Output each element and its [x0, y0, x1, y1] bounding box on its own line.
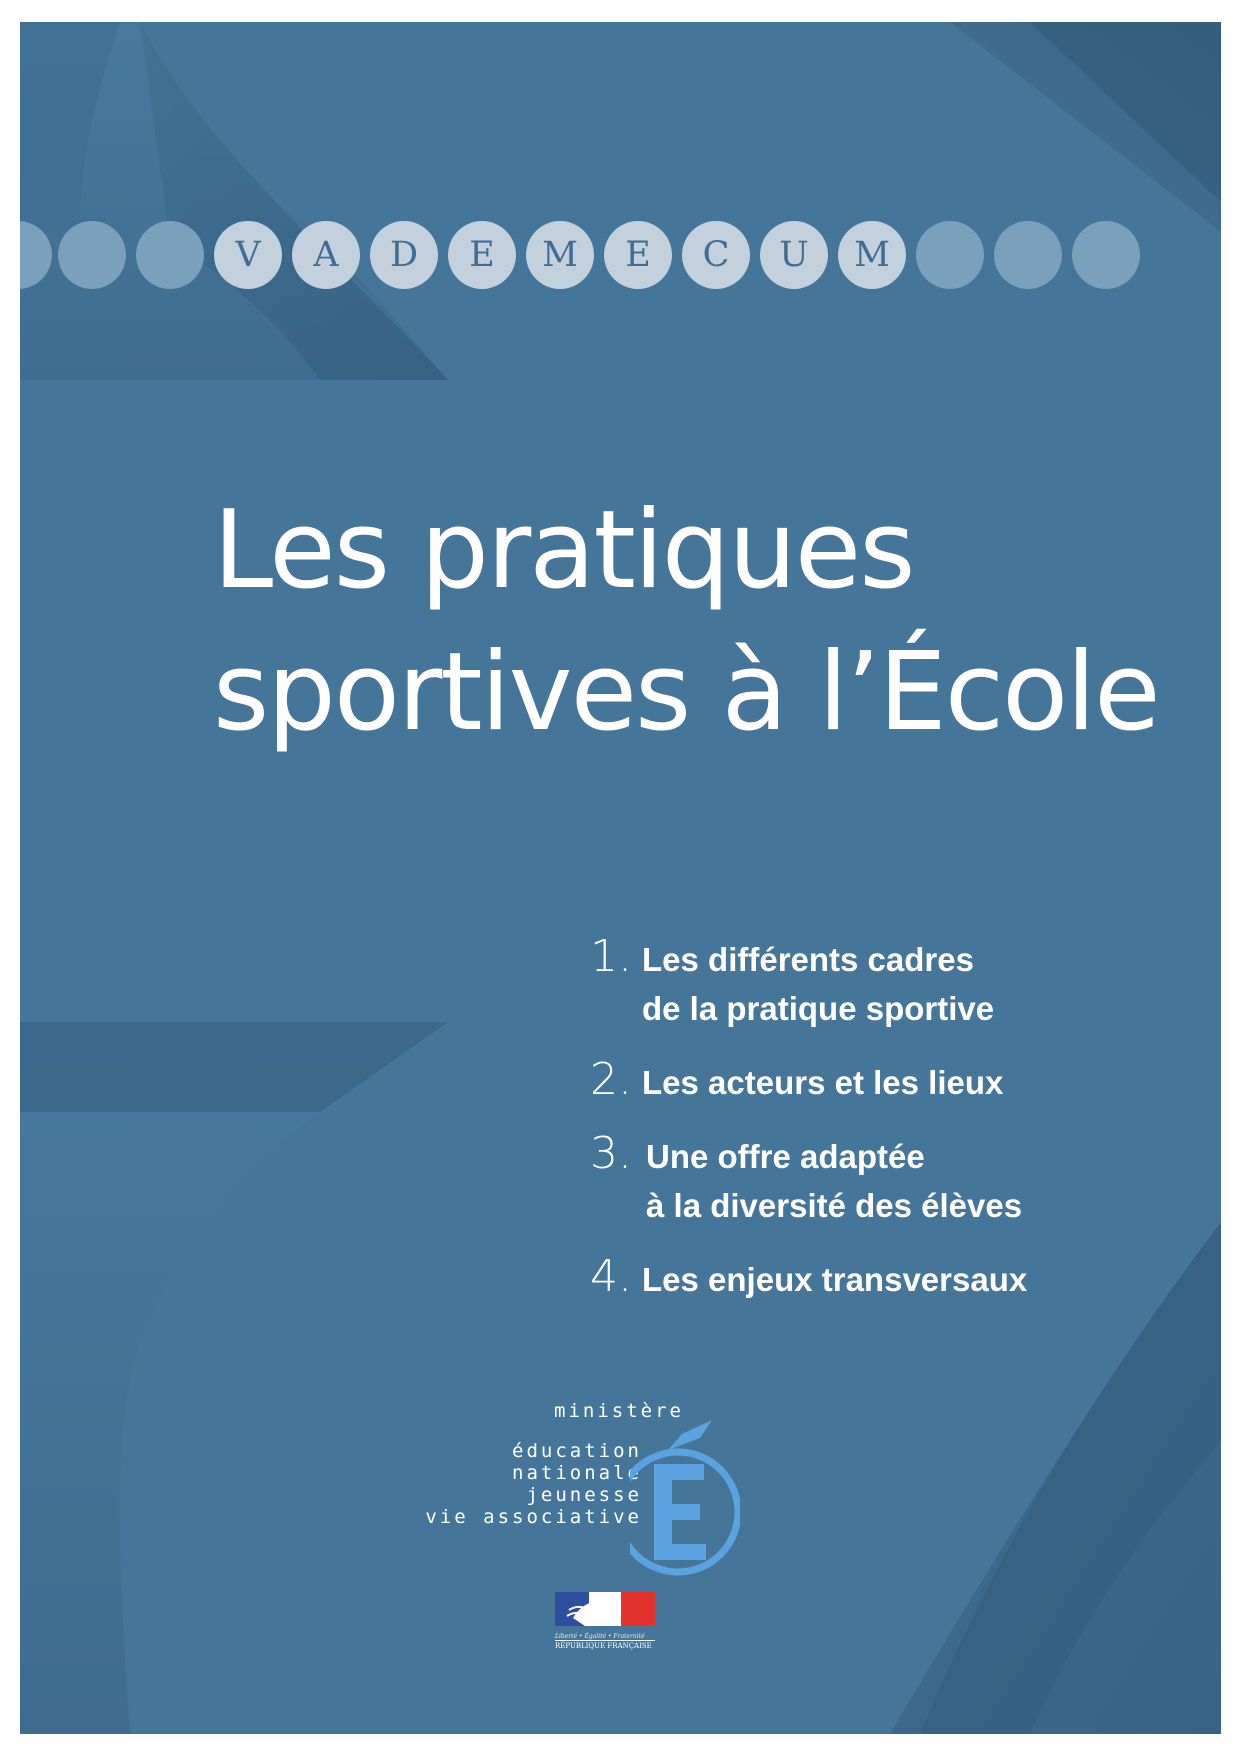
contents-item-number: 3.	[590, 1128, 632, 1179]
contents-item-line: Une offre adaptée	[646, 1138, 925, 1175]
vademecum-letter: U	[760, 221, 828, 289]
vademecum-letter: A	[292, 221, 360, 289]
contents-item-title	[642, 1055, 1003, 1107]
contents-item-line: Les enjeux transversaux	[642, 1261, 1028, 1298]
republic-name: RÉPUBLIQUE FRANÇAISE	[555, 1640, 655, 1650]
ministry-logo	[425, 1400, 770, 1660]
ministry-name-line: nationale	[512, 1462, 642, 1484]
contents-item-line: Les acteurs et les lieux	[642, 1064, 1004, 1101]
vademecum-letter: C	[682, 221, 750, 289]
marianne-flag-icon	[555, 1592, 655, 1626]
contents-item-line: à la diversité des élèves	[646, 1187, 1023, 1224]
title-line: sportives à l’École	[213, 630, 1159, 755]
ministry-name-line: vie associative	[425, 1506, 642, 1528]
vademecum-letter: M	[838, 221, 906, 289]
vademecum-letter: V	[214, 221, 282, 289]
contents-item-line: Les différents cadres	[642, 941, 974, 978]
marianne-icon	[555, 1592, 655, 1650]
contents-item-number: 4.	[590, 1251, 632, 1302]
contents-item-title	[642, 1129, 1022, 1230]
contents-item	[590, 1055, 1150, 1107]
ministry-name-line: éducation	[512, 1440, 642, 1462]
e-acute-circle-icon	[630, 1420, 740, 1590]
contents-item-number: 2.	[590, 1054, 632, 1105]
page-title	[213, 480, 1159, 764]
vademecum-letter: E	[604, 221, 672, 289]
vademecum-letter: M	[526, 221, 594, 289]
contents-item-line: de la pratique sportive	[642, 990, 995, 1027]
title-line: Les pratiques	[213, 488, 914, 613]
vademecum-letter: D	[370, 221, 438, 289]
ministry-label: ministère	[554, 1400, 684, 1422]
contents-item-title	[642, 932, 994, 1033]
republic-motto: Liberté • Égalité • Fraternité	[555, 1633, 645, 1640]
ministry-name	[425, 1440, 642, 1528]
contents-item	[590, 1252, 1150, 1304]
ministry-name-line: jeunesse	[526, 1484, 642, 1506]
contents-item-title	[642, 1252, 1027, 1304]
contents-item	[590, 932, 1150, 1033]
contents-item	[590, 1129, 1150, 1230]
cover-page	[20, 22, 1221, 1734]
contents-list	[590, 932, 1150, 1326]
vademecum-letter: E	[448, 221, 516, 289]
contents-item-number: 1.	[590, 931, 632, 982]
